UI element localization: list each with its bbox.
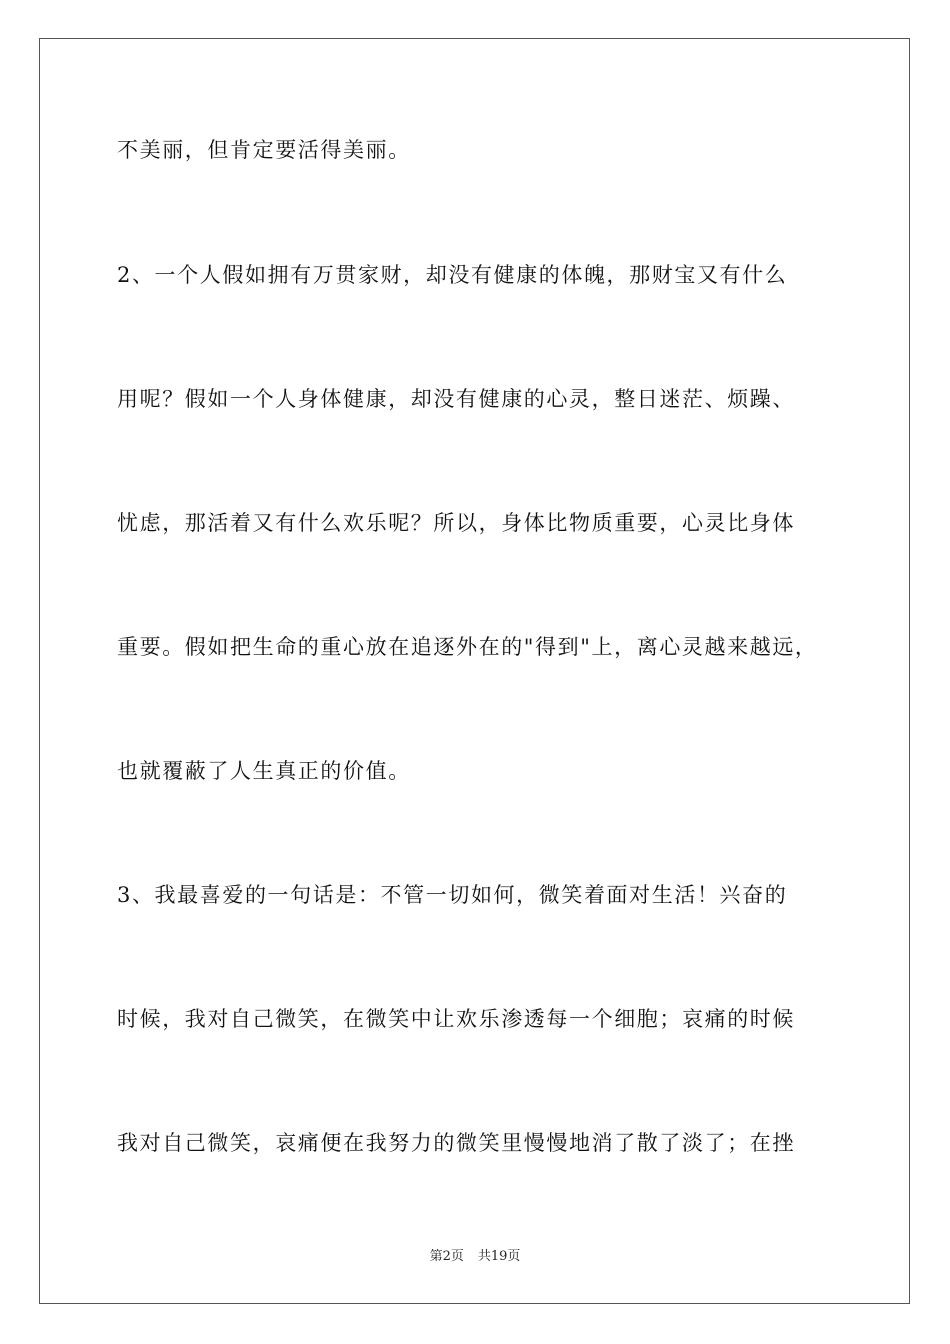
text-line: 我对自己微笑，哀痛便在我努力的微笑里慢慢地消了散了淡了；在挫 (117, 1131, 795, 1155)
page-frame (39, 38, 910, 1304)
page-footer (0, 1248, 950, 1266)
text-line: 3、我最喜爱的一句话是：不管一切如何，微笑着面对生活！兴奋的 (117, 883, 788, 907)
text-line: 也就覆蔽了人生真正的价值。 (117, 759, 411, 783)
text-line: 用呢？假如一个人身体健康，却没有健康的心灵，整日迷茫、烦躁、 (117, 387, 795, 411)
text-line: 忧虑，那活着又有什么欢乐呢？所以，身体比物质重要，心灵比身体 (117, 511, 795, 535)
page-number: 第2页 (429, 1249, 464, 1264)
text-line: 时候，我对自己微笑，在微笑中让欢乐渗透每一个细胞；哀痛的时候 (117, 1007, 795, 1031)
text-line: 重要。假如把生命的重心放在追逐外在的"得到"上，离心灵越来越远， (117, 635, 818, 659)
text-line: 不美丽，但肯定要活得美丽。 (117, 138, 411, 162)
page-total: 共19页 (477, 1249, 521, 1264)
text-line: 2、一个人假如拥有万贯家财，却没有健康的体魄，那财宝又有什么 (117, 263, 788, 287)
